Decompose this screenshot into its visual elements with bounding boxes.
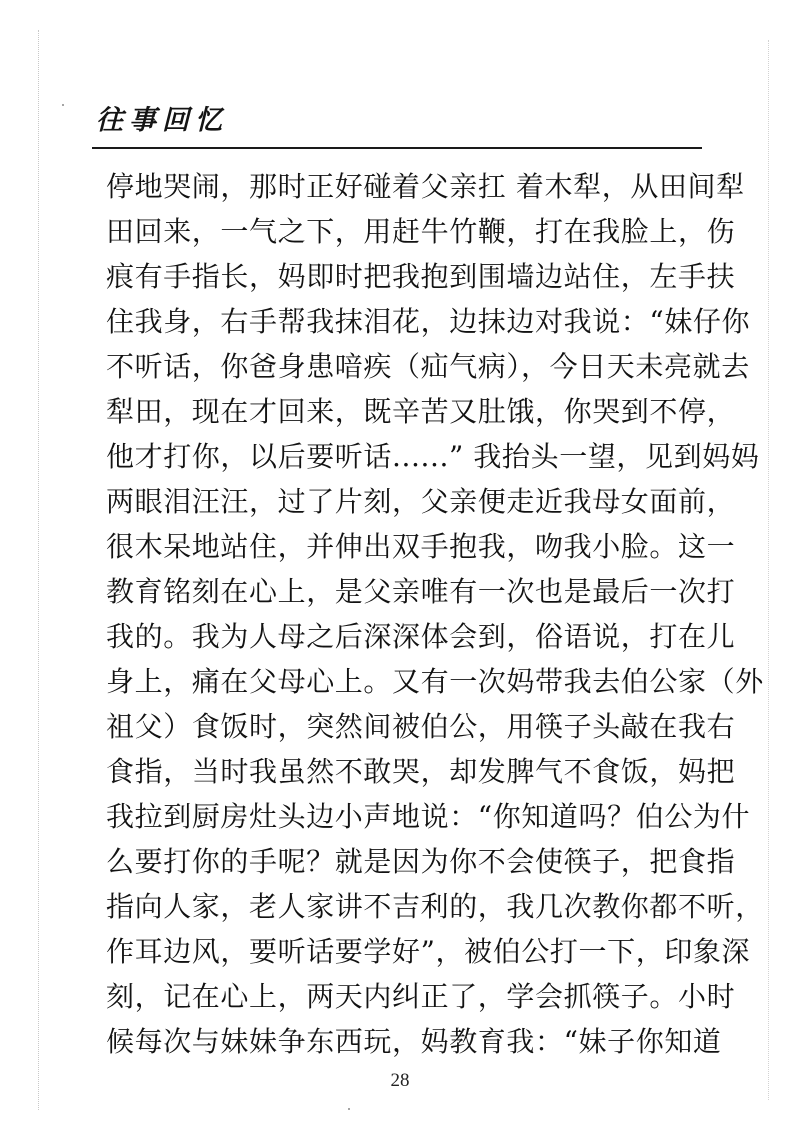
- text-line: 我拉到厨房灶头边小声地说：“你知道吗？伯公为什: [106, 800, 751, 833]
- text-line: 祖父）食饭时，突然间被伯公，用筷子头敲在我右: [106, 710, 736, 743]
- text-line: 刻，记在心上，两天内纠正了，学会抓筷子。小时: [106, 980, 736, 1013]
- header-rule: [92, 147, 702, 149]
- text-line: 田回来，一气之下，用赶牛竹鞭，打在我脸上，伤: [106, 215, 736, 248]
- text-line: 住我身，右手帮我抹泪花，边抹边对我说：“妹仔你: [106, 305, 751, 338]
- body-text: [106, 164, 764, 1064]
- text-line: 作耳边风，要听话要学好”，被伯公打一下，印象深: [106, 935, 751, 968]
- page-number: 28: [390, 1070, 410, 1091]
- scan-speck: [62, 104, 64, 106]
- text-line: 停地哭闹，那时正好碰着父亲扛 着木犁，从田间犁: [106, 170, 745, 203]
- text-line: 不听话，你爸身患喑疾（疝气病），今日天未亮就去: [106, 350, 750, 383]
- text-line: 他才打你，以后要听话......” 我抬头一望，见到妈妈: [106, 440, 760, 473]
- text-line: 犁田，现在才回来，既辛苦又肚饿，你哭到不停，: [106, 395, 736, 428]
- text-line: 痕有手指长，妈即时把我抱到围墙边站住，左手扶: [106, 260, 736, 293]
- text-line: 候每次与妹妹争东西玩，妈教育我：“妹子你知道: [106, 1025, 722, 1058]
- text-line: 身上，痛在父母心上。又有一次妈带我去伯公家（外: [106, 665, 764, 698]
- scan-speck: [348, 1108, 350, 1110]
- text-line: 两眼泪汪汪，过了片刻，父亲便走近我母女面前，: [106, 485, 736, 518]
- scan-edge-right: [768, 40, 769, 1100]
- running-header-title: 往事回忆: [96, 105, 228, 136]
- scan-edge-left: [38, 30, 39, 1110]
- text-line: 教育铭刻在心上，是父亲唯有一次也是最后一次打: [106, 575, 736, 608]
- text-line: 指向人家，老人家讲不吉利的，我几次教你都不听，: [106, 890, 764, 923]
- text-line: 食指，当时我虽然不敢哭，却发脾气不食饭，妈把: [106, 755, 736, 788]
- text-line: 很木呆地站住，并伸出双手抱我，吻我小脸。这一: [106, 530, 736, 563]
- text-line: 么要打你的手呢？就是因为你不会使筷子，把食指: [106, 845, 736, 878]
- text-line: 我的。我为人母之后深深体会到，俗语说，打在儿: [106, 620, 736, 653]
